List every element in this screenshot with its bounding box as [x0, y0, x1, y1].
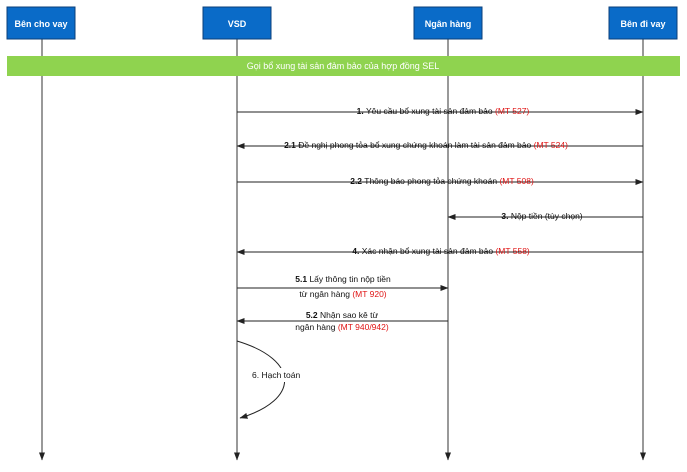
actor-lender-label: Bên cho vay: [14, 19, 68, 29]
label-2-2: 2.2 Thông báo phong tỏa chứng khoán (MT 508): [350, 176, 534, 187]
label-5-1-line1: 5.1 Lấy thông tin nộp tiền: [295, 274, 391, 284]
actor-borrower: [609, 7, 677, 39]
label-5-2-line1: 5.2 Nhận sao kê từ: [305, 310, 379, 320]
label-4: 4. Xác nhận bổ xung tài sản đảm bảo (MT 558): [352, 246, 530, 257]
actor-vsd: [203, 7, 271, 39]
label-6: 6. Hạch toán: [252, 370, 301, 380]
banner-text: Gọi bổ xung tài sản đảm bảo của hợp đồng SEL: [246, 61, 440, 71]
actor-borrower-label: Bên đi vay: [620, 19, 666, 29]
label-2-1: 2.1 Đề nghị phong tỏa bổ xung chứng khoán làm tài sản đảm bảo (MT 524): [284, 140, 568, 151]
label-1: 1. Yêu cầu bổ xung tài sản đảm bảo (MT 527): [356, 106, 530, 117]
banner: [7, 56, 680, 76]
label-3: 3. Nộp tiền (tùy chọn): [501, 211, 583, 222]
label-5-2-line2: ngân hàng (MT 940/942): [295, 322, 389, 332]
actor-lender: [7, 7, 75, 39]
actor-vsd-label: VSD: [227, 19, 247, 29]
actor-bank-label: Ngân hàng: [424, 19, 472, 29]
label-5-1-line2: từ ngân hàng (MT 920): [299, 289, 387, 299]
actor-bank: [414, 7, 482, 39]
